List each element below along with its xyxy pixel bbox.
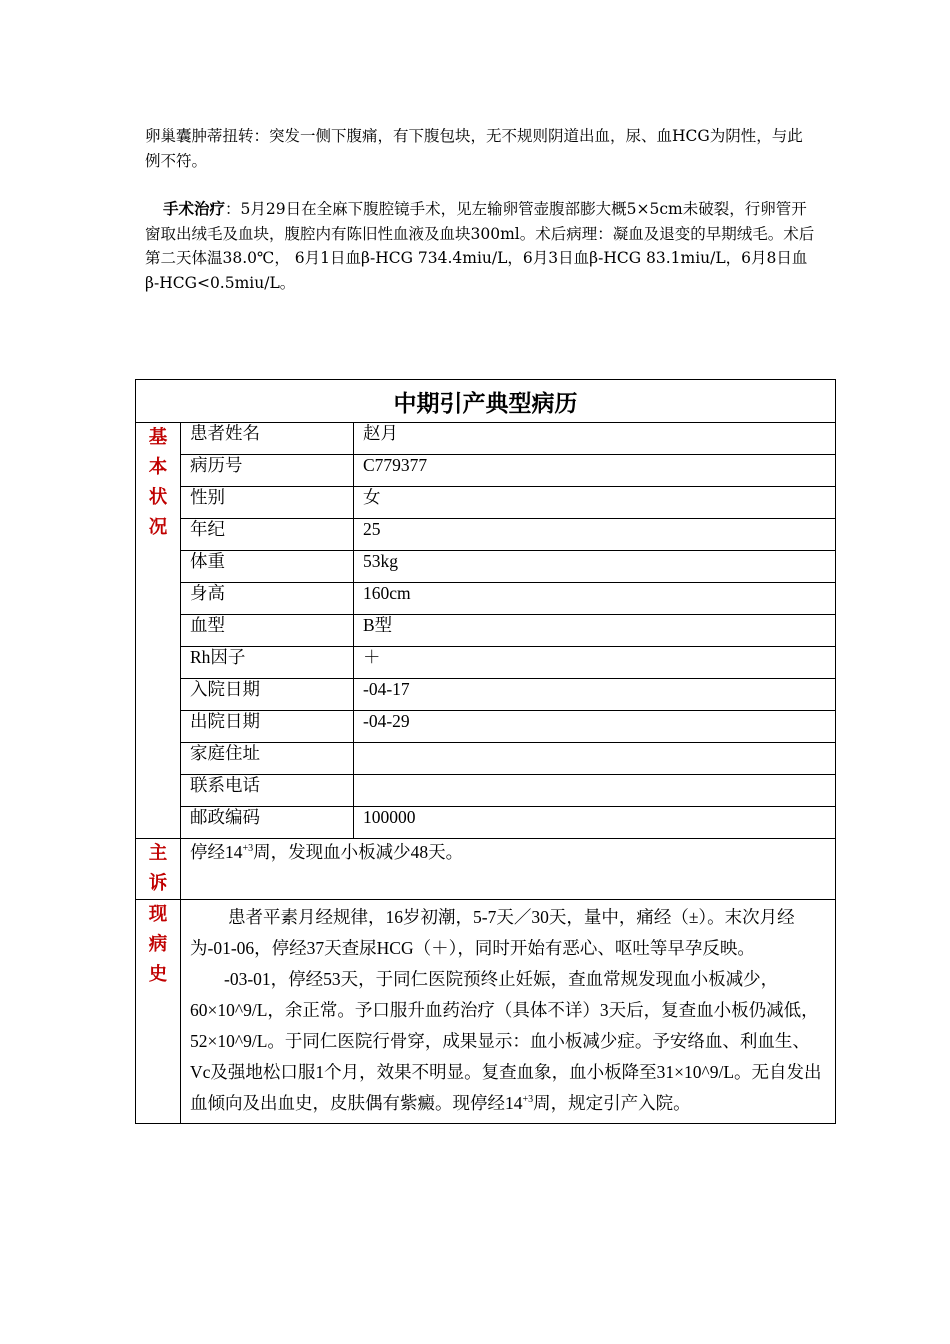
differential-text: 卵巢囊肿蒂扭转：突发一侧下腹痛，有下腹包块，无不规则阴道出血，尿、血HCG为阴性，与此例不符。 [145,127,803,170]
basic-info-row [136,647,836,679]
history-paragraph-2: -03-01，停经53天，于同仁医院预终止妊娠，查血常规发现血小板减少，60×10^9/L，余正常。予口服升血药治疗（具体不详）3天后，复查血小板仍减低，52×10^9/L。于同仁医院行骨穿，成果显示：血小板减少症。予安络血、利血生、Vc及强地松口服1个月，效果不明显。复查血象，血小板降至31×10^9/L。无自发出血倾向及出血史，皮肤偶有紫癜。现停经$14^{+3}$周，规定引产入院。 [190,969,822,1113]
field-value: C779377 [354,455,836,487]
field-label: Rh因子 [181,647,354,679]
field-label: 入院日期 [181,679,354,711]
field-label: 联系电话 [181,775,354,807]
record-title: 中期引产典型病历 [136,380,836,423]
field-label: 年纪 [181,519,354,551]
section-basic-label: 基 本 状 况 [136,423,181,839]
basic-info-row [136,583,836,615]
chief-complaint: 停经$14^{+3}$周，发现血小板减少48天。 [181,839,836,900]
field-label: 病历号 [181,455,354,487]
surgery-text: ：5月29日在全麻下腹腔镜手术，见左输卵管壶腹部膨大概5×5cm未破裂，行卵管开窗取出绒毛及血块，腹腔内有陈旧性血液及血块300ml。术后病理：凝血及退变的早期绒毛。术后第二天体温38.0℃， 6月1日血β-HCG 734.4miu/L，6月3日血β-HCG 83.1miu/L，6月8日血β-HCG<0.5miu/L。 [145,200,815,292]
field-label: 邮政编码 [181,807,354,839]
field-value: 53kg [354,551,836,583]
basic-info-row [136,807,836,839]
field-value: -04-17 [354,679,836,711]
field-label: 家庭住址 [181,743,354,775]
basic-info-row [136,487,836,519]
field-label: 血型 [181,615,354,647]
field-value: 赵月 [354,423,836,455]
field-label: 身高 [181,583,354,615]
field-value: 100000 [354,807,836,839]
basic-info-row [136,519,836,551]
section-chief-label: 主 诉 [136,839,181,900]
field-value: 女 [354,487,836,519]
field-value: -04-29 [354,711,836,743]
basic-info-row [136,455,836,487]
basic-info-row [136,743,836,775]
field-label: 体重 [181,551,354,583]
differential-paragraph [145,124,815,173]
field-value [354,743,836,775]
basic-info-row [136,711,836,743]
basic-info-row [136,679,836,711]
history-paragraph-1: 患者平素月经规律，16岁初潮，5-7天／30天，量中，痛经（±）。末次月经为-01-06，停经37天查尿HCG（＋），同时开始有恶心、呕吐等早孕反映。 [190,907,795,958]
present-illness-history [181,900,836,1124]
field-value [354,775,836,807]
field-value: 160cm [354,583,836,615]
field-label: 患者姓名 [181,423,354,455]
surgery-label: 手术治疗 [163,199,226,218]
section-history-label: 现 病 史 [136,900,181,1124]
medical-record-table [135,379,836,1124]
field-value: B型 [354,615,836,647]
field-label: 出院日期 [181,711,354,743]
basic-info-row [136,615,836,647]
field-label: 性别 [181,487,354,519]
basic-info-row [136,775,836,807]
field-value: 25 [354,519,836,551]
basic-info-row [136,423,836,455]
surgery-paragraph [145,197,815,295]
basic-info-row [136,551,836,583]
field-value: ＋ [354,647,836,679]
